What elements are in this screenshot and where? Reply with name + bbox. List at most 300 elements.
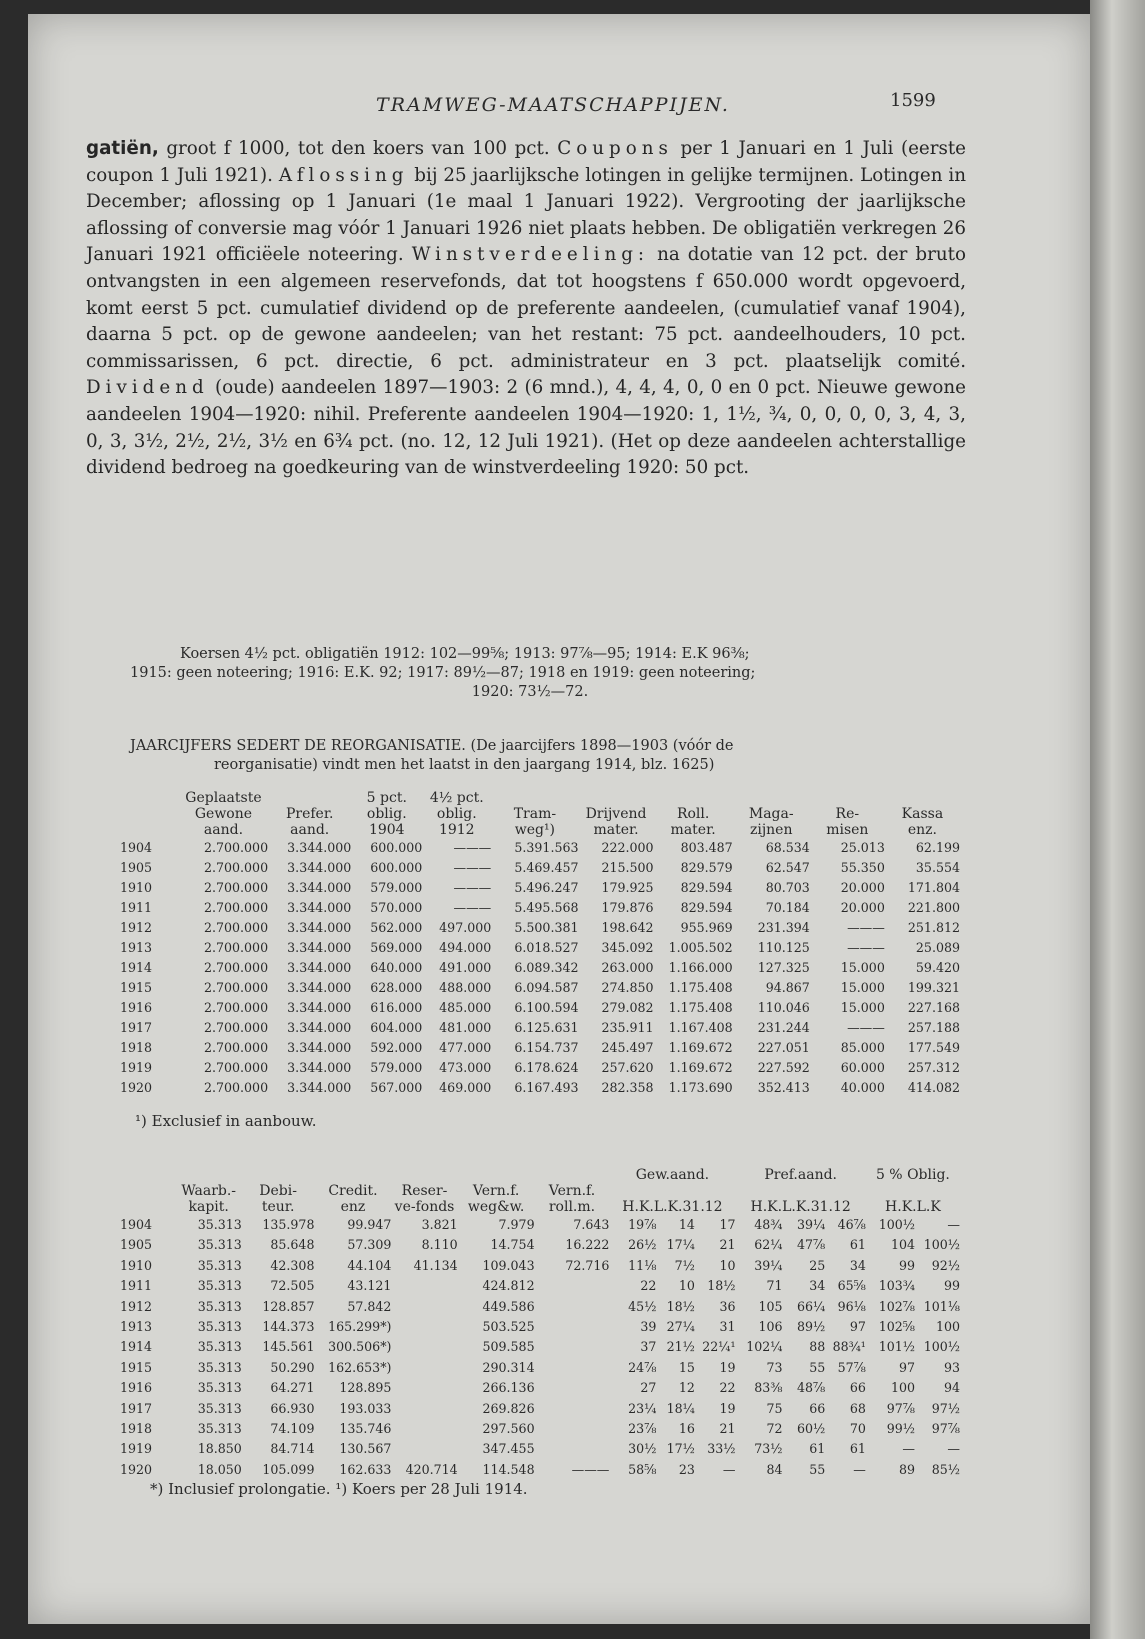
value-cell xyxy=(535,1317,610,1337)
value-cell: 35.313 xyxy=(197,1380,242,1396)
value-cell: 955.969 xyxy=(680,920,733,935)
value-cell: 199.321 xyxy=(907,980,960,995)
value-cell xyxy=(391,1439,457,1459)
value-cell: 616.000 xyxy=(370,1000,423,1015)
table-1-body xyxy=(120,838,960,1098)
table-row xyxy=(120,1378,960,1398)
value-cell: 105 xyxy=(758,1298,783,1314)
value-cell: 135.746 xyxy=(339,1421,392,1437)
value-cell: 420.714 xyxy=(405,1461,458,1477)
column-header: Credit. enz xyxy=(328,1183,378,1215)
value-cell: 71 xyxy=(766,1278,783,1294)
year-cell: 1911 xyxy=(120,1278,153,1294)
koersen-line-2: 1915: geen noteering; 1916: E.K. 92; 1917: 89½—87; 1918 en 1919: geen noteering; xyxy=(130,665,756,681)
value-cell: 92½ xyxy=(931,1257,960,1273)
value-cell xyxy=(391,1297,457,1317)
value-cell: 130.567 xyxy=(339,1441,392,1457)
value-cell: 110.125 xyxy=(757,940,810,955)
table-row xyxy=(120,1297,960,1317)
pref-aand-header: Pref.aand. xyxy=(764,1167,837,1183)
value-cell xyxy=(535,1439,610,1459)
value-cell: 503.525 xyxy=(482,1319,535,1335)
value-cell: 93 xyxy=(943,1359,960,1375)
value-cell: 352.413 xyxy=(757,1080,810,1095)
value-cell: 102⅝ xyxy=(878,1319,915,1335)
value-cell: ——— xyxy=(453,900,492,915)
value-cell: 35.313 xyxy=(197,1217,242,1232)
value-cell: — xyxy=(947,1217,960,1232)
value-cell: 18½ xyxy=(666,1298,695,1314)
table-row xyxy=(120,1235,960,1255)
value-cell: 257.312 xyxy=(907,1060,960,1075)
value-cell: 80.703 xyxy=(765,880,810,895)
value-cell: 19 xyxy=(719,1359,736,1375)
value-cell: 18.050 xyxy=(197,1461,242,1477)
value-cell: 10 xyxy=(719,1257,736,1273)
value-cell xyxy=(535,1358,610,1378)
value-cell: 70.184 xyxy=(765,900,810,915)
value-cell: 62.199 xyxy=(915,840,960,855)
value-cell: 41.134 xyxy=(413,1257,458,1273)
value-cell: 1.173.690 xyxy=(668,1080,733,1095)
value-cell: 179.925 xyxy=(601,880,654,895)
column-header: Drijvend mater. xyxy=(585,806,647,838)
value-cell: 488.000 xyxy=(439,980,492,995)
value-cell xyxy=(391,1276,457,1296)
value-cell: — xyxy=(722,1461,736,1477)
table-row xyxy=(120,998,960,1018)
winstverdeeling-term: Winstverdeeling: xyxy=(411,244,650,266)
value-cell xyxy=(391,1358,457,1378)
value-cell: 1.166.000 xyxy=(668,960,733,975)
value-cell: 18½ xyxy=(707,1278,736,1294)
value-cell: 6.018.527 xyxy=(514,940,579,955)
gew-aand-header: Gew.aand. xyxy=(635,1167,710,1183)
value-cell xyxy=(535,1276,610,1296)
value-cell: 62.547 xyxy=(765,860,810,875)
value-cell: 40.000 xyxy=(840,1080,885,1095)
table-row xyxy=(120,878,960,898)
table-row xyxy=(120,938,960,958)
value-cell xyxy=(391,1317,457,1337)
value-cell: 99 xyxy=(898,1257,915,1273)
value-cell: 570.000 xyxy=(370,900,423,915)
table-row xyxy=(120,1256,960,1276)
value-cell: 21½ xyxy=(666,1339,695,1355)
value-cell: 57⅞ xyxy=(837,1359,866,1375)
value-cell: 66 xyxy=(809,1400,826,1416)
value-cell: 66 xyxy=(849,1380,866,1396)
jaarcijfers-table-2 xyxy=(120,1167,960,1480)
year-cell: 1916 xyxy=(120,1380,153,1396)
value-cell xyxy=(391,1378,457,1398)
value-cell: 269.826 xyxy=(482,1400,535,1416)
value-cell: 60½ xyxy=(797,1421,826,1437)
value-cell: 3.344.000 xyxy=(287,960,352,975)
value-cell: 97⅞ xyxy=(931,1421,960,1437)
value-cell: 84 xyxy=(766,1461,783,1477)
value-cell: 1.169.672 xyxy=(668,1040,733,1055)
value-cell: ——— xyxy=(453,860,492,875)
value-cell: — xyxy=(902,1441,915,1457)
value-cell: 21 xyxy=(719,1421,736,1437)
value-cell: 25 xyxy=(809,1257,826,1273)
value-cell: 567.000 xyxy=(370,1080,423,1095)
value-cell: 1.167.408 xyxy=(668,1020,733,1035)
value-cell: 7½ xyxy=(674,1257,695,1273)
value-cell: 162.633 xyxy=(339,1461,392,1477)
value-cell: 106 xyxy=(758,1319,783,1335)
value-cell: 68.534 xyxy=(765,840,810,855)
value-cell: 42.308 xyxy=(270,1257,315,1273)
value-cell: 26½ xyxy=(628,1237,657,1253)
column-header: Geplaatste Gewone aand. xyxy=(185,790,262,838)
value-cell: 88¾¹ xyxy=(832,1339,866,1355)
value-cell: 100 xyxy=(890,1380,915,1396)
value-cell: 3.344.000 xyxy=(287,840,352,855)
subgroup-header: H.K.L.K xyxy=(885,1199,941,1215)
value-cell: 100½ xyxy=(923,1339,960,1355)
value-cell: 11⅛ xyxy=(628,1257,657,1273)
value-cell: 55 xyxy=(809,1359,826,1375)
value-cell: 44.104 xyxy=(347,1257,392,1273)
table-2-header-row xyxy=(120,1183,960,1215)
value-cell: 100½ xyxy=(878,1217,915,1232)
value-cell: 12 xyxy=(678,1380,695,1396)
value-cell: 66.930 xyxy=(270,1400,315,1416)
value-cell: 829.594 xyxy=(680,880,733,895)
value-cell: 2.700.000 xyxy=(203,960,269,975)
value-cell: 85.000 xyxy=(840,1040,885,1055)
value-cell: 58⅝ xyxy=(628,1461,657,1477)
value-cell: 1.175.408 xyxy=(668,1000,733,1015)
value-cell: 6.125.631 xyxy=(514,1020,579,1035)
value-cell xyxy=(391,1419,457,1439)
value-cell: 1.005.502 xyxy=(668,940,733,955)
value-cell xyxy=(391,1399,457,1419)
value-cell: 83⅜ xyxy=(754,1380,783,1396)
value-cell: 3.344.000 xyxy=(287,860,352,875)
value-cell: 21 xyxy=(719,1237,736,1253)
value-cell: 497.000 xyxy=(439,920,492,935)
value-cell: 20.000 xyxy=(840,900,885,915)
value-cell: 97 xyxy=(898,1359,915,1375)
value-cell: 257.620 xyxy=(601,1060,654,1075)
column-header: Re- misen xyxy=(826,806,869,838)
value-cell: 227.592 xyxy=(757,1060,810,1075)
year-cell: 1919 xyxy=(120,1060,153,1075)
table-row xyxy=(120,1337,960,1357)
value-cell: 34 xyxy=(809,1278,826,1294)
year-cell: 1917 xyxy=(120,1400,153,1416)
year-cell: 1918 xyxy=(120,1421,153,1437)
year-cell: 1905 xyxy=(120,860,153,875)
value-cell: — xyxy=(853,1461,866,1477)
column-header xyxy=(120,1183,176,1215)
lead-word: gatiën, xyxy=(86,138,159,159)
value-cell: 485.000 xyxy=(439,1000,492,1015)
value-cell: 2.700.000 xyxy=(203,1000,269,1015)
value-cell: 171.804 xyxy=(907,880,960,895)
table-row xyxy=(120,1460,960,1480)
subgroup-header: H.K.L.K.31.12 xyxy=(622,1199,723,1215)
value-cell: ——— xyxy=(453,840,492,855)
value-cell: 46⅞ xyxy=(837,1217,866,1232)
value-cell: 104 xyxy=(890,1237,915,1253)
value-cell: 5.500.381 xyxy=(514,920,579,935)
value-cell: 22 xyxy=(719,1380,736,1396)
value-cell: 35.313 xyxy=(197,1359,242,1375)
value-cell: 23 xyxy=(678,1461,695,1477)
value-cell: 103¾ xyxy=(878,1278,915,1294)
value-cell: 215.500 xyxy=(601,860,654,875)
value-cell: 300.506*) xyxy=(328,1339,392,1355)
value-cell: 579.000 xyxy=(370,880,423,895)
value-cell: 94 xyxy=(943,1380,960,1396)
dividend-term: Dividend xyxy=(86,377,209,399)
subgroup-header: H.K.L.K.31.12 xyxy=(750,1199,851,1215)
year-cell: 1910 xyxy=(120,1257,153,1273)
value-cell: 494.000 xyxy=(439,940,492,955)
value-cell: 105.099 xyxy=(262,1461,315,1477)
value-cell: 469.000 xyxy=(439,1080,492,1095)
value-cell: 45½ xyxy=(628,1298,657,1314)
column-header: Roll. mater. xyxy=(670,806,716,838)
value-cell: 22 xyxy=(640,1278,657,1294)
value-cell: 2.700.000 xyxy=(203,900,269,915)
value-cell: 509.585 xyxy=(482,1339,535,1355)
value-cell: 48⅞ xyxy=(797,1380,826,1396)
value-cell: 2.700.000 xyxy=(203,1080,269,1095)
value-cell: 73½ xyxy=(754,1441,783,1457)
value-cell: 2.700.000 xyxy=(203,980,269,995)
table-row xyxy=(120,858,960,878)
value-cell: 2.700.000 xyxy=(203,1060,269,1075)
value-cell: 35.554 xyxy=(915,860,960,875)
value-cell: 144.373 xyxy=(262,1319,315,1335)
value-cell: 257.188 xyxy=(907,1020,960,1035)
value-cell: 84.714 xyxy=(270,1441,315,1457)
jaarcijfers-heading: JAARCIJFERS SEDERT DE REORGANISATIE. (De jaarcijfers 1898—1903 (vóór de reorganisatie) vindt men het laatst in den jaargang 1914, blz. 1625) xyxy=(130,738,734,773)
table-row xyxy=(120,1276,960,1296)
value-cell: 72 xyxy=(766,1421,783,1437)
value-cell: 62¼ xyxy=(754,1237,783,1253)
value-cell: 3.344.000 xyxy=(287,920,352,935)
value-cell: 100½ xyxy=(923,1237,960,1253)
year-cell: 1918 xyxy=(120,1040,153,1055)
value-cell: 102⅞ xyxy=(878,1298,915,1314)
column-header: Kassa enz. xyxy=(901,806,944,838)
value-cell: 57.842 xyxy=(347,1298,392,1314)
value-cell: 6.178.624 xyxy=(514,1060,579,1075)
year-cell: 1914 xyxy=(120,960,153,975)
value-cell: 414.082 xyxy=(907,1080,960,1095)
value-cell: ——— xyxy=(847,920,885,935)
value-cell: 61 xyxy=(849,1441,866,1457)
value-cell: 96⅛ xyxy=(837,1298,866,1314)
year-cell: 1912 xyxy=(120,920,153,935)
year-cell: 1913 xyxy=(120,940,153,955)
value-cell: 2.700.000 xyxy=(203,920,269,935)
value-cell: 110.046 xyxy=(757,1000,810,1015)
value-cell: 7.643 xyxy=(573,1217,610,1232)
value-cell: 2.700.000 xyxy=(203,1040,269,1055)
column-header: Debi- teur. xyxy=(259,1183,297,1215)
table-row xyxy=(120,1018,960,1038)
value-cell: 17 xyxy=(719,1217,736,1232)
value-cell: 2.700.000 xyxy=(203,840,269,855)
value-cell: 3.344.000 xyxy=(287,1040,352,1055)
value-cell: 3.344.000 xyxy=(287,880,352,895)
value-cell: 491.000 xyxy=(439,960,492,975)
value-cell: 89½ xyxy=(797,1319,826,1335)
value-cell: 65⅝ xyxy=(837,1278,866,1294)
value-cell: 72.716 xyxy=(565,1257,610,1273)
value-cell: 55 xyxy=(809,1461,826,1477)
value-cell: 35.313 xyxy=(197,1421,242,1437)
value-cell: ——— xyxy=(453,880,492,895)
value-cell: 222.000 xyxy=(601,840,654,855)
value-cell: 347.455 xyxy=(482,1441,535,1457)
value-cell: 829.579 xyxy=(680,860,733,875)
value-cell: 179.876 xyxy=(601,900,654,915)
value-cell: 33½ xyxy=(707,1441,736,1457)
value-cell: 27 xyxy=(640,1380,657,1396)
value-cell: 6.154.737 xyxy=(514,1040,579,1055)
value-cell: 39¼ xyxy=(754,1257,783,1273)
value-cell: 59.420 xyxy=(915,960,960,975)
value-cell: 604.000 xyxy=(370,1020,423,1035)
value-cell: 19 xyxy=(719,1400,736,1416)
value-cell: 600.000 xyxy=(370,840,423,855)
value-cell xyxy=(535,1297,610,1317)
value-cell: 35.313 xyxy=(197,1400,242,1416)
value-cell: 282.358 xyxy=(601,1080,654,1095)
column-header: 4½ pct. oblig. 1912 xyxy=(429,790,484,838)
value-cell: 449.586 xyxy=(482,1298,535,1314)
value-cell: 85.648 xyxy=(270,1237,315,1253)
value-cell: 39¼ xyxy=(797,1217,826,1232)
value-cell: 35.313 xyxy=(197,1298,242,1314)
value-cell: 6.089.342 xyxy=(514,960,579,975)
value-cell: 43.121 xyxy=(347,1278,392,1294)
table-2-group-row xyxy=(120,1167,960,1183)
table-row xyxy=(120,1317,960,1337)
value-cell: 221.800 xyxy=(907,900,960,915)
table-row xyxy=(120,838,960,858)
value-cell: 14 xyxy=(678,1217,695,1232)
book-spine xyxy=(1090,0,1145,1639)
value-cell: 55.350 xyxy=(840,860,885,875)
table-1-footnote: ¹) Exclusief in aanbouw. xyxy=(135,1112,317,1130)
value-cell: 290.314 xyxy=(482,1359,535,1375)
value-cell: 477.000 xyxy=(439,1040,492,1055)
value-cell: 73 xyxy=(766,1359,783,1375)
value-cell: 274.850 xyxy=(601,980,654,995)
value-cell: 198.642 xyxy=(601,920,654,935)
year-cell: 1912 xyxy=(120,1298,153,1314)
value-cell: 2.700.000 xyxy=(203,880,269,895)
value-cell: 231.244 xyxy=(757,1020,810,1035)
value-cell: 245.497 xyxy=(601,1040,654,1055)
year-cell: 1920 xyxy=(120,1461,153,1477)
body-paragraph: gatiën, groot f 1000, tot den koers van 100 pct. Coupons per 1 Januari en 1 Juli (eerste coupon 1 Juli 1921). Aflossing bij 25 jaarlijksche lotingen in gelijke termijnen. Lotingen in December; aflossing op 1 Januari (1e maal 1 Januari 1922). Vergrooting der jaarlijksche aflossing of conversie mag vóór 1 Januari 1926 niet plaats hebben. De obligatiën verkregen 26 Januari 1921 officiëele noteering. Winstverdeeling: na dotatie van 12 pct. der bruto ontvangsten in een algemeen reservefonds, dat tot hoogstens f 650.000 wordt opgevoerd, komt eerst 5 pct. cumulatief dividend op de preferente aandeelen, (cumulatief vanaf 1904), daarna 5 pct. op de gewone aandeelen; van het restant: 75 pct. aandeelhouders, 10 pct. commissarissen, 6 pct. directie, 6 pct. administrateur en 3 pct. plaatselijk comité. Dividend (oude) aandeelen 1897—1903: 2 (6 mnd.), 4, 4, 4, 0, 0 en 0 pct. Nieuwe gewone aandeelen 1904—1920: nihil. Preferente aandeelen 1904—1920: 1, 1½, ¾, 0, 0, 0, 0, 3, 4, 3, 0, 3, 3½, 2½, 2½, 3½ en 6¾ pct. (no. 12, 12 Juli 1921). (Het op deze aandeelen achterstallige dividend bedroeg na goedkeuring van de winstverdeeling 1920: 50 pct. xyxy=(86,138,966,479)
value-cell: ——— xyxy=(847,1020,885,1035)
value-cell: 231.394 xyxy=(757,920,810,935)
value-cell: 2.700.000 xyxy=(203,940,269,955)
value-cell: 35.313 xyxy=(197,1278,242,1294)
column-header: Prefer. aand. xyxy=(285,806,334,838)
section-heading: JAARCIJFERS SEDERT DE REORGANISATIE. xyxy=(130,738,466,754)
value-cell: 15.000 xyxy=(840,1000,885,1015)
value-cell: 569.000 xyxy=(370,940,423,955)
value-cell: 803.487 xyxy=(680,840,733,855)
column-header: Vern.f. roll.m. xyxy=(548,1183,596,1215)
value-cell: 6.167.493 xyxy=(514,1080,579,1095)
value-cell: 30½ xyxy=(628,1441,657,1457)
value-cell: 5.391.563 xyxy=(514,840,579,855)
value-cell: 127.325 xyxy=(757,960,810,975)
value-cell: 5.469.457 xyxy=(514,860,579,875)
value-cell xyxy=(535,1419,610,1439)
value-cell: 2.700.000 xyxy=(203,860,269,875)
value-cell: 24⅞ xyxy=(628,1359,657,1375)
value-cell: ——— xyxy=(847,940,885,955)
value-cell: 7.979 xyxy=(498,1217,535,1232)
value-cell: 102¼ xyxy=(746,1339,783,1355)
value-cell: 66¼ xyxy=(797,1298,826,1314)
value-cell: 35.313 xyxy=(197,1257,242,1273)
table-row xyxy=(120,1419,960,1439)
value-cell: 50.290 xyxy=(270,1359,315,1375)
value-cell: 61 xyxy=(809,1441,826,1457)
table-1-header-row xyxy=(120,790,960,838)
value-cell: 61 xyxy=(849,1237,866,1253)
value-cell: 279.082 xyxy=(601,1000,654,1015)
value-cell: 227.168 xyxy=(907,1000,960,1015)
value-cell: 266.136 xyxy=(482,1380,535,1396)
value-cell: 345.092 xyxy=(601,940,654,955)
value-cell: 74.109 xyxy=(270,1421,315,1437)
value-cell: 35.313 xyxy=(197,1237,242,1253)
table-row xyxy=(120,898,960,918)
table-row xyxy=(120,1215,960,1235)
page-number: 1599 xyxy=(890,90,936,111)
value-cell: 600.000 xyxy=(370,860,423,875)
value-cell: 60.000 xyxy=(840,1060,885,1075)
value-cell xyxy=(535,1378,610,1398)
value-cell: 72.505 xyxy=(270,1278,315,1294)
value-cell: 473.000 xyxy=(439,1060,492,1075)
value-cell: 100 xyxy=(935,1319,960,1335)
value-cell: 109.043 xyxy=(482,1257,535,1273)
aflossing-term: Aflossing xyxy=(278,164,409,186)
value-cell: 3.344.000 xyxy=(287,1060,352,1075)
value-cell: 48¾ xyxy=(754,1217,783,1232)
year-cell: 1915 xyxy=(120,980,153,995)
value-cell: 99½ xyxy=(886,1421,915,1437)
value-cell: 114.548 xyxy=(482,1461,535,1477)
table-row xyxy=(120,1358,960,1378)
value-cell: 829.594 xyxy=(680,900,733,915)
value-cell: 5.495.568 xyxy=(514,900,579,915)
value-cell: 640.000 xyxy=(370,960,423,975)
value-cell: 70 xyxy=(849,1421,866,1437)
value-cell: 3.821 xyxy=(421,1217,458,1232)
value-cell: 15 xyxy=(678,1359,695,1375)
value-cell: 35.313 xyxy=(197,1339,242,1355)
value-cell: 36 xyxy=(719,1298,736,1314)
